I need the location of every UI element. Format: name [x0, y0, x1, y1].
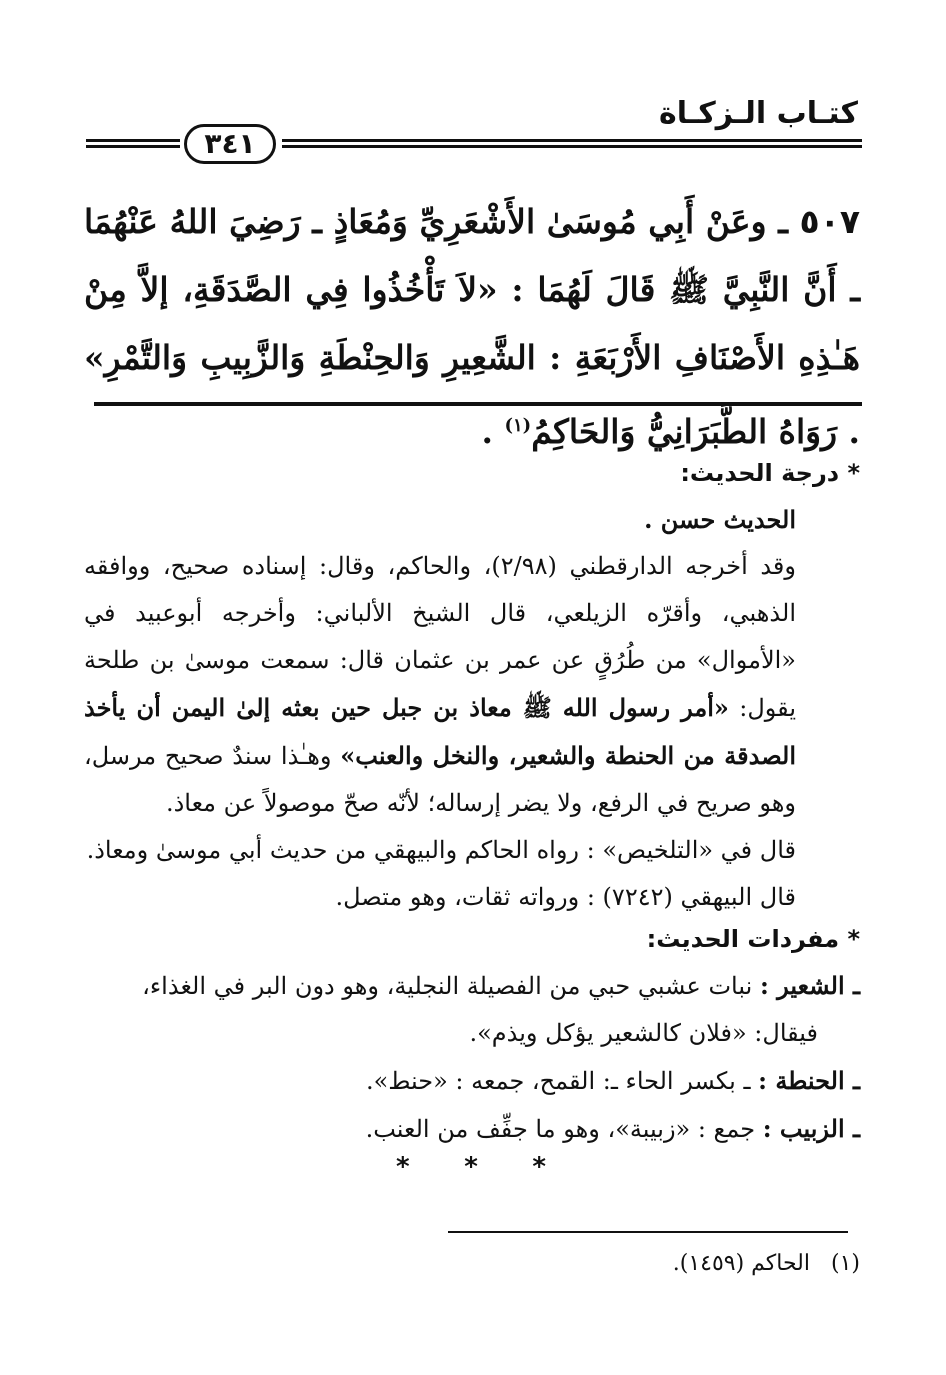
- vocab-definition: جمع : «زبيبة»، وهو ما جفِّف من العنب.: [365, 1115, 756, 1143]
- section-separator-stars: [396, 1152, 546, 1182]
- hadith-text: [84, 188, 860, 466]
- vocab-item: [84, 1105, 860, 1153]
- grade-paragraph-3: قال البيهقي (٧٢٤٢) : ورواته ثقات، وهو متصل.: [335, 883, 796, 911]
- grade-paragraph-1: [84, 543, 860, 827]
- footnote-reference: (١): [504, 415, 532, 436]
- vocab-item: [84, 1057, 860, 1105]
- vocab-term: ـ الزبيب :: [762, 1114, 860, 1143]
- vocab-heading: * مفردات الحديث:: [646, 925, 860, 953]
- header-rule-left: [86, 139, 180, 151]
- vocab-term: ـ الحنطة :: [758, 1066, 860, 1095]
- vocab-term: ـ الشعير :: [759, 971, 860, 1000]
- footnote-marker: (١): [830, 1251, 860, 1276]
- footnote-text: الحاكم (١٤٥٩).: [672, 1251, 810, 1276]
- hadith-dash: ـ: [778, 202, 788, 241]
- vocab-definition-continued: فيقال: «فلان كالشعير يؤكل ويذم».: [469, 1019, 818, 1047]
- section-divider: [94, 402, 862, 406]
- hadith-number: ٥٠٧: [799, 202, 860, 241]
- vocab-definition: نبات عشبي حبي من الفصيلة النجلية، وهو دون البر في الغذاء،: [142, 972, 753, 1000]
- hadith-line-2: أَنَّ النَّبِيَّ ﷺ قَالَ لَهُمَا : «لاَ تَأْخُذُوا فِي الصَّدَقَةِ، إلاَّ مِنْ هَـٰذِهِ الأَصْنَافِ: [84, 270, 860, 377]
- hadith-line-1: وعَنْ أَبِي مُوسَىٰ الأَشْعَرِيِّ وَمُعَاذٍ ـ رَضِيَ اللهُ عَنْهُمَا ـ: [84, 202, 860, 309]
- grade-paragraph-2: قال في «التلخيص» : رواه الحاكم والبيهقي من حديث أبي موسىٰ ومعاذ.: [86, 836, 796, 864]
- vocab-definition: ـ بكسر الحاء ـ: القمح، جمعه : «حنط».: [365, 1067, 751, 1095]
- grade-p1-end: وهـٰذا سندٌ صحيح مرسل، وهو صريح في الرفع، ولا يضر إرساله؛ لأنّه صحّ موصولاً عن معاذ.: [84, 742, 796, 817]
- separator-star: *: [464, 1152, 478, 1182]
- grade-verdict: الحديث حسن .: [644, 505, 796, 534]
- grade-p1-text: وقد أخرجه الدارقطني (٢/٩٨)، والحاكم، وقال: إسناده صحيح، ووافقه الذهبي، وأقرّه الزيلعي، قال الشيخ الألباني: وأخرجه أبوعبيد في «الأموال» من طُرُقٍ عن عمر بن عثمان قال: سمعت موسىٰ بن طلحة يقول:: [84, 552, 796, 722]
- header-rule-right: [282, 139, 862, 151]
- vocab-item: [84, 962, 860, 1010]
- footnote: [673, 1248, 860, 1280]
- separator-star: *: [532, 1152, 546, 1182]
- grade-heading: * درجة الحديث:: [680, 459, 860, 487]
- vocab-section: [84, 962, 860, 1153]
- running-header-title: كتـاب الـزكـاة: [659, 96, 858, 131]
- grade-p1-quote: «أمر رسول الله ﷺ معاذ بن جبل حين بعثه إلىٰ اليمن أن يأخذ الصدقة من الحنطة والشعير، والنخل والعنب»: [84, 693, 796, 770]
- hadith-end: .: [481, 412, 505, 451]
- separator-star: *: [396, 1152, 410, 1182]
- hadith-line-3: الأَرْبَعَةِ : الشَّعِيرِ وَالحِنْطَةِ وَالزَّبِيبِ وَالتَّمْرِ» . رَوَاهُ الطَّبَرَانِيُّ وَالحَاكِمُ: [84, 338, 860, 451]
- grade-section: [84, 496, 860, 921]
- page-number: ٣٤١: [184, 124, 276, 164]
- footnote-divider: [448, 1231, 848, 1233]
